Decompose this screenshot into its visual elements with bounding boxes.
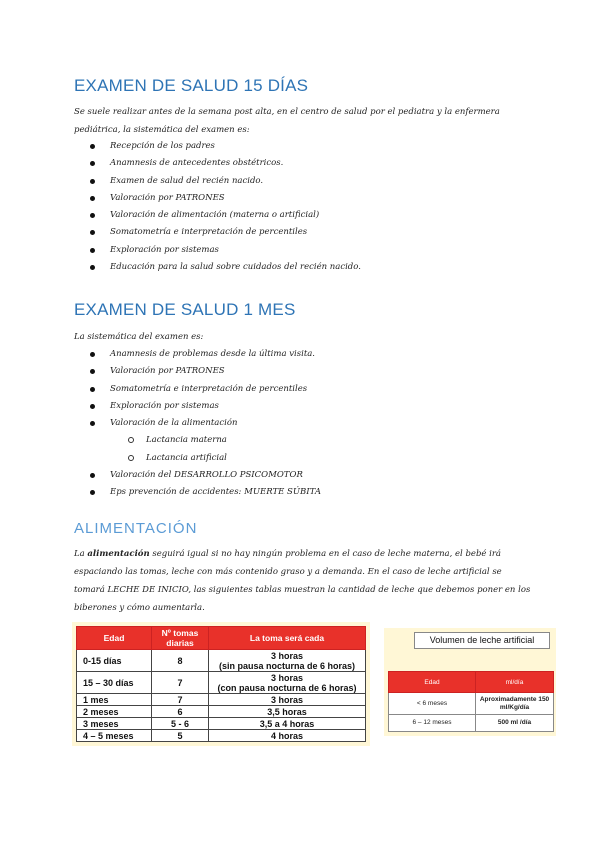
section-intro-15-dias: Se suele realizar antes de la semana post alta, en el centro de salud por el pediatra y la enfermera pediátrica, la sistemática del examen es: xyxy=(74,107,500,135)
table-cell: Aproximadamente 150 ml/Kg/día xyxy=(476,693,554,715)
milk-volume-table xyxy=(388,671,554,732)
table-header-row xyxy=(77,627,366,650)
list-item: Eps prevención de accidentes: MUERTE SÚBITA xyxy=(90,484,321,501)
section-title-1-mes: EXAMEN DE SALUD 1 MES xyxy=(74,300,296,319)
table-row xyxy=(77,694,366,706)
bullet-icon xyxy=(90,369,95,374)
section-intro-1-mes: La sistemática del examen es: xyxy=(74,332,204,342)
bullet-icon xyxy=(90,421,95,426)
milk-volume-table-panel xyxy=(384,628,556,736)
table-cell: 6 – 12 meses xyxy=(389,715,476,732)
section-title-alimentacion: ALIMENTACIÓN xyxy=(74,520,198,537)
column-header: Edad xyxy=(389,672,476,693)
list-item: Exploración por sistemas xyxy=(90,398,321,415)
table-header-row xyxy=(389,672,554,693)
list-15-dias xyxy=(90,138,361,276)
table-cell: 8 xyxy=(152,650,209,672)
table-row xyxy=(77,730,366,742)
table-cell: 3 horas (con pausa nocturna de 6 horas) xyxy=(209,672,366,694)
table-cell: 5 - 6 xyxy=(152,718,209,730)
column-header: La toma será cada xyxy=(209,627,366,650)
bullet-icon xyxy=(90,196,95,201)
milk-volume-title: Volumen de leche artificial xyxy=(414,632,550,649)
bullet-icon xyxy=(90,404,95,409)
table-cell: 3,5 horas xyxy=(209,706,366,718)
table-cell: < 6 meses xyxy=(389,693,476,715)
list-item: Anamnesis de problemas desde la última visita. xyxy=(90,346,321,363)
table-row xyxy=(389,693,554,715)
list-item: Valoración de alimentación (materna o artificial) xyxy=(90,207,361,224)
feeding-frequency-table xyxy=(76,626,366,742)
bullet-icon xyxy=(90,230,95,235)
table-cell: 7 xyxy=(152,672,209,694)
list-item: Educación para la salud sobre cuidados del recién nacido. xyxy=(90,259,361,276)
bullet-icon xyxy=(90,490,95,495)
list-item: Valoración de la alimentación xyxy=(90,415,321,432)
table-cell: 15 – 30 días xyxy=(77,672,152,694)
bullet-icon xyxy=(90,248,95,253)
table-cell: 0-15 días xyxy=(77,650,152,672)
section-title-15-dias: EXAMEN DE SALUD 15 DÍAS xyxy=(74,76,309,95)
table-row xyxy=(77,706,366,718)
table-row xyxy=(77,672,366,694)
list-item: Valoración del DESARROLLO PSICOMOTOR xyxy=(90,467,321,484)
hollow-bullet-icon xyxy=(128,437,134,443)
table-row xyxy=(77,650,366,672)
table-cell: 7 xyxy=(152,694,209,706)
bullet-icon xyxy=(90,161,95,166)
table-cell: 3 meses xyxy=(77,718,152,730)
list-item: Recepción de los padres xyxy=(90,138,361,155)
table-cell: 500 ml /día xyxy=(476,715,554,732)
column-header: ml/día xyxy=(476,672,554,693)
table-cell: 5 xyxy=(152,730,209,742)
list-item: Anamnesis de antecedentes obstétricos. xyxy=(90,155,361,172)
table-cell: 4 horas xyxy=(209,730,366,742)
sub-list-item: Lactancia materna xyxy=(90,432,321,449)
sub-list-item: Lactancia artificial xyxy=(90,450,321,467)
hollow-bullet-icon xyxy=(128,455,134,461)
table-cell: 3,5 a 4 horas xyxy=(209,718,366,730)
bullet-icon xyxy=(90,213,95,218)
list-item: Valoración por PATRONES xyxy=(90,190,361,207)
alimentacion-paragraph: La alimentación seguirá igual si no hay ningún problema en el caso de leche materna, el bebé irá espaciando las tomas, leche con más contenido graso y a demanda. En el caso de leche artificial se tomará LECHE DE INICIO, las siguientes tablas muestran la cantidad de leche que debemos poner en los biberones y cómo aumentarla. xyxy=(74,549,531,613)
table-cell: 6 xyxy=(152,706,209,718)
table-cell: 1 mes xyxy=(77,694,152,706)
list-item: Somatometría e interpretación de percentiles xyxy=(90,381,321,398)
bullet-icon xyxy=(90,387,95,392)
table-cell: 3 horas (sin pausa nocturna de 6 horas) xyxy=(209,650,366,672)
list-1-mes xyxy=(90,346,321,502)
bullet-icon xyxy=(90,144,95,149)
column-header: Edad xyxy=(77,627,152,650)
bullet-icon xyxy=(90,352,95,357)
bullet-icon xyxy=(90,265,95,270)
list-item: Examen de salud del recién nacido. xyxy=(90,173,361,190)
table-cell: 4 – 5 meses xyxy=(77,730,152,742)
bullet-icon xyxy=(90,473,95,478)
table-row xyxy=(77,718,366,730)
bullet-icon xyxy=(90,179,95,184)
column-header: Nº tomas diarias xyxy=(152,627,209,650)
list-item: Somatometría e interpretación de percentiles xyxy=(90,224,361,241)
list-item: Exploración por sistemas xyxy=(90,242,361,259)
table-row xyxy=(389,715,554,732)
feeding-frequency-table-panel xyxy=(72,622,370,746)
table-cell: 2 meses xyxy=(77,706,152,718)
list-item: Valoración por PATRONES xyxy=(90,363,321,380)
table-cell: 3 horas xyxy=(209,694,366,706)
